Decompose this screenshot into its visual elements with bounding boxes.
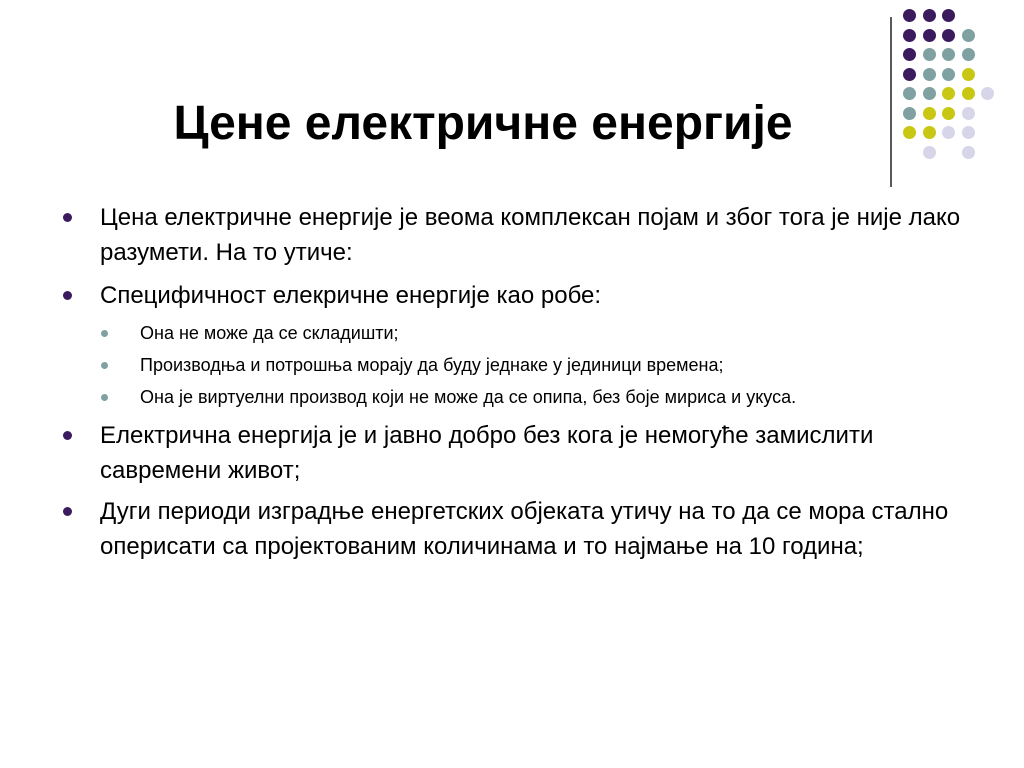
- decorative-dot: [903, 107, 916, 120]
- slide-title: Цене електричне енергије: [173, 97, 793, 150]
- decorative-dot: [942, 29, 955, 42]
- decorative-dot: [942, 48, 955, 61]
- bullet-item: Специфичност елекричне енергије као робе:: [62, 278, 972, 313]
- decorative-dot: [942, 68, 955, 81]
- sub-bullet-item: Она је виртуелни производ који не може да се опипа, без боје мириса и укуса.: [100, 383, 972, 412]
- decorative-dot: [962, 48, 975, 61]
- decorative-dot: [923, 48, 936, 61]
- decorative-dot: [962, 126, 975, 139]
- sub-bullet-item: Она не може да се складишти;: [100, 319, 972, 348]
- decorative-dot: [962, 68, 975, 81]
- decorative-dot: [962, 146, 975, 159]
- decorative-dot: [923, 146, 936, 159]
- decorative-dot: [942, 87, 955, 100]
- decorative-dot: [903, 48, 916, 61]
- bullet-item: Дуги периоди изградње енергетских објеката утичу на то да се мора стално оперисати са пројектованим количинама и то најмање на 10 година;: [62, 494, 972, 564]
- decorative-dot: [942, 9, 955, 22]
- bullet-item: Електрична енергија је и јавно добро без кога је немогуће замислити савремени живот;: [62, 418, 972, 488]
- sub-bullet-item: Производња и потрошња морају да буду једнаке у јединици времена;: [100, 351, 972, 380]
- decorative-dot: [942, 126, 955, 139]
- decorative-dot: [962, 87, 975, 100]
- bullet-item: Цена електричне енергије је веома комплексан појам и због тога је није лако разумети. На то утиче:: [62, 200, 972, 270]
- title-divider-line: [890, 17, 892, 187]
- decorative-dot: [923, 107, 936, 120]
- decorative-dot: [923, 29, 936, 42]
- decorative-dot: [962, 29, 975, 42]
- decorative-dot-grid: [903, 9, 1003, 169]
- decorative-dot: [923, 87, 936, 100]
- decorative-dot: [923, 68, 936, 81]
- slide-body: [62, 200, 972, 570]
- decorative-dot: [903, 87, 916, 100]
- decorative-dot: [903, 29, 916, 42]
- decorative-dot: [962, 107, 975, 120]
- decorative-dot: [903, 68, 916, 81]
- decorative-dot: [981, 87, 994, 100]
- decorative-dot: [903, 126, 916, 139]
- decorative-dot: [923, 126, 936, 139]
- decorative-dot: [923, 9, 936, 22]
- decorative-dot: [942, 107, 955, 120]
- decorative-dot: [903, 9, 916, 22]
